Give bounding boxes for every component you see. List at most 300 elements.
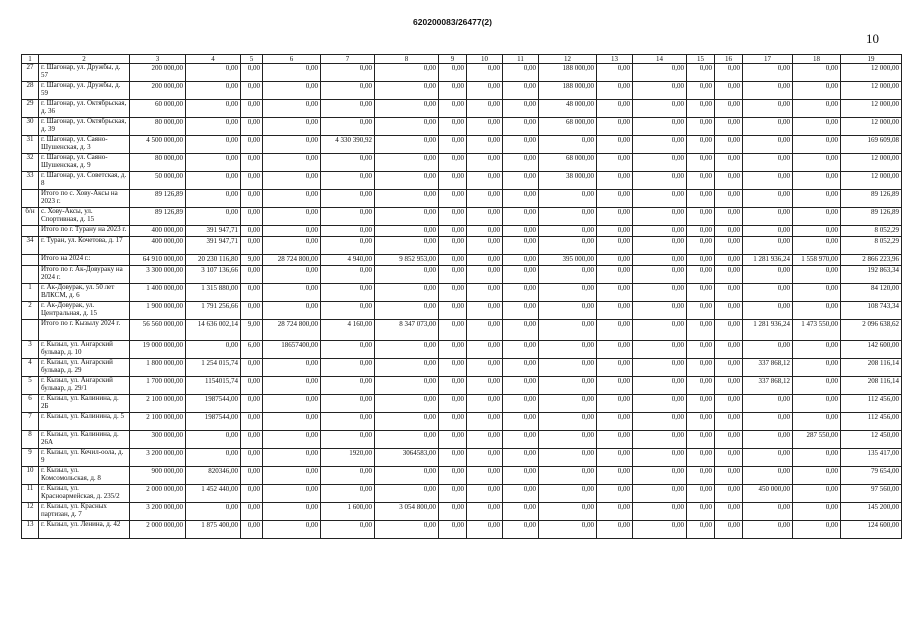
amount-cell: 0,00 [539, 395, 597, 413]
amount-cell: 0,00 [467, 521, 503, 539]
amount-cell: 0,00 [439, 136, 467, 154]
amount-cell: 0,00 [715, 521, 743, 539]
amount-cell: 0,00 [597, 284, 633, 302]
amount-cell: 0,00 [263, 266, 321, 284]
amount-cell: 0,00 [793, 64, 841, 82]
amount-cell: 0,00 [241, 467, 263, 485]
amount-cell: 1154015,74 [186, 377, 241, 395]
amount-cell: 0,00 [715, 341, 743, 359]
amount-cell: 0,00 [633, 82, 687, 100]
amount-cell: 0,00 [743, 413, 793, 431]
amount-cell: 8 347 073,00 [375, 320, 439, 341]
amount-cell: 0,00 [321, 467, 375, 485]
amount-cell: 0,00 [715, 302, 743, 320]
amount-cell: 28 724 800,00 [263, 320, 321, 341]
amount-cell: 0,00 [263, 226, 321, 237]
column-number: 3 [130, 55, 186, 64]
amount-cell: 0,00 [467, 237, 503, 255]
amount-cell: 0,00 [439, 320, 467, 341]
amount-cell: 192 863,34 [841, 266, 902, 284]
amount-cell: 0,00 [687, 521, 715, 539]
amount-cell: 0,00 [186, 341, 241, 359]
amount-cell: 0,00 [687, 237, 715, 255]
row-number-cell: 6 [22, 395, 39, 413]
amount-cell: 0,00 [467, 100, 503, 118]
amount-cell: 0,00 [321, 190, 375, 208]
amount-cell: 0,00 [503, 154, 539, 172]
amount-cell: 0,00 [439, 237, 467, 255]
amount-cell: 1 281 936,24 [743, 255, 793, 266]
amount-cell: 0,00 [241, 431, 263, 449]
amount-cell: 208 116,14 [841, 377, 902, 395]
amount-cell: 0,00 [539, 320, 597, 341]
amount-cell: 0,00 [503, 208, 539, 226]
amount-cell: 0,00 [186, 431, 241, 449]
amount-cell: 0,00 [241, 100, 263, 118]
amount-cell: 200 000,00 [130, 64, 186, 82]
amount-cell: 0,00 [687, 485, 715, 503]
amount-cell: 0,00 [241, 172, 263, 190]
amount-cell: 0,00 [375, 226, 439, 237]
amount-cell: 0,00 [793, 208, 841, 226]
amount-cell: 0,00 [503, 431, 539, 449]
column-number: 8 [375, 55, 439, 64]
amount-cell: 0,00 [439, 413, 467, 431]
table-row [22, 431, 902, 449]
amount-cell: 0,00 [539, 467, 597, 485]
amount-cell: 2 000 000,00 [130, 485, 186, 503]
amount-cell: 0,00 [503, 118, 539, 136]
amount-cell: 0,00 [633, 154, 687, 172]
amount-cell: 0,00 [715, 237, 743, 255]
amount-cell: 0,00 [503, 82, 539, 100]
amount-cell: 0,00 [633, 226, 687, 237]
row-number-cell: 2 [22, 302, 39, 320]
amount-cell: 0,00 [715, 154, 743, 172]
amount-cell: 145 200,00 [841, 503, 902, 521]
amount-cell: 400 000,00 [130, 226, 186, 237]
amount-cell: 0,00 [743, 154, 793, 172]
amount-cell: 0,00 [467, 359, 503, 377]
amount-cell: 0,00 [715, 100, 743, 118]
amount-cell: 0,00 [743, 503, 793, 521]
address-cell: г. Кызыл, ул. Калинина, д. 5 [39, 413, 130, 431]
amount-cell: 0,00 [503, 341, 539, 359]
amount-cell: 1 315 880,00 [186, 284, 241, 302]
amount-cell: 0,00 [539, 302, 597, 320]
amount-cell: 0,00 [467, 302, 503, 320]
amount-cell: 0,00 [241, 449, 263, 467]
amount-cell: 0,00 [321, 226, 375, 237]
amount-cell: 4 330 390,92 [321, 136, 375, 154]
row-number-cell: 29 [22, 100, 39, 118]
amount-cell: 0,00 [439, 431, 467, 449]
amount-cell: 0,00 [743, 118, 793, 136]
amount-cell: 64 910 000,00 [130, 255, 186, 266]
amount-cell: 0,00 [743, 226, 793, 237]
amount-cell: 0,00 [715, 64, 743, 82]
table-row [22, 320, 902, 341]
amount-cell: 48 000,00 [539, 100, 597, 118]
amount-cell: 0,00 [715, 377, 743, 395]
amount-cell: 0,00 [503, 377, 539, 395]
amount-cell: 0,00 [241, 118, 263, 136]
amount-cell: 12 000,00 [841, 118, 902, 136]
amount-cell: 0,00 [375, 154, 439, 172]
amount-cell: 0,00 [467, 172, 503, 190]
amount-cell: 0,00 [715, 255, 743, 266]
table-row [22, 208, 902, 226]
table-row [22, 100, 902, 118]
amount-cell: 0,00 [793, 266, 841, 284]
column-number: 10 [467, 55, 503, 64]
amount-cell: 1 791 256,66 [186, 302, 241, 320]
amount-cell: 0,00 [241, 82, 263, 100]
amount-cell: 0,00 [503, 521, 539, 539]
amount-cell: 9,00 [241, 320, 263, 341]
amount-cell: 3 200 000,00 [130, 449, 186, 467]
address-cell: г. Ак-Довурак, ул. Центральная, д. 15 [39, 302, 130, 320]
amount-cell: 0,00 [597, 521, 633, 539]
table-row [22, 255, 902, 266]
amount-cell: 0,00 [793, 118, 841, 136]
amount-cell: 0,00 [375, 190, 439, 208]
amount-cell: 0,00 [241, 266, 263, 284]
amount-cell: 0,00 [597, 320, 633, 341]
amount-cell: 0,00 [321, 237, 375, 255]
column-number-row [22, 55, 902, 64]
amount-cell: 0,00 [439, 190, 467, 208]
row-number-cell: 34 [22, 237, 39, 255]
amount-cell: 0,00 [375, 208, 439, 226]
amount-cell: 0,00 [321, 64, 375, 82]
amount-cell: 0,00 [793, 485, 841, 503]
amount-cell: 0,00 [263, 359, 321, 377]
column-number: 12 [539, 55, 597, 64]
address-cell: г. Шагонар, ул. Саяно-Шушенская, д. 3 [39, 136, 130, 154]
amount-cell: 8 052,29 [841, 226, 902, 237]
amount-cell: 4 500 000,00 [130, 136, 186, 154]
amount-cell: 0,00 [321, 395, 375, 413]
column-number: 16 [715, 55, 743, 64]
table-row [22, 485, 902, 503]
address-cell: г. Шагонар, ул. Саяно-Шушенская, д. 9 [39, 154, 130, 172]
amount-cell: 12 000,00 [841, 100, 902, 118]
amount-cell: 0,00 [597, 431, 633, 449]
amount-cell: 80 000,00 [130, 154, 186, 172]
amount-cell: 0,00 [793, 237, 841, 255]
amount-cell: 1920,00 [321, 449, 375, 467]
amount-cell: 0,00 [687, 302, 715, 320]
amount-cell: 395 000,00 [539, 255, 597, 266]
table-row [22, 449, 902, 467]
amount-cell: 0,00 [321, 118, 375, 136]
amount-cell: 0,00 [715, 431, 743, 449]
amount-cell: 0,00 [241, 359, 263, 377]
amount-cell: 0,00 [687, 341, 715, 359]
amount-cell: 0,00 [263, 521, 321, 539]
amount-cell: 0,00 [263, 118, 321, 136]
amount-cell: 0,00 [687, 467, 715, 485]
amount-cell: 0,00 [539, 136, 597, 154]
amount-cell: 0,00 [597, 359, 633, 377]
amount-cell: 0,00 [375, 82, 439, 100]
amount-cell: 0,00 [467, 82, 503, 100]
amount-cell: 0,00 [793, 154, 841, 172]
amount-cell: 0,00 [263, 136, 321, 154]
amount-cell: 0,00 [375, 100, 439, 118]
amount-cell: 0,00 [793, 503, 841, 521]
amount-cell: 0,00 [263, 449, 321, 467]
amount-cell: 0,00 [539, 208, 597, 226]
amount-cell: 0,00 [793, 100, 841, 118]
amount-cell: 0,00 [539, 431, 597, 449]
amount-cell: 0,00 [597, 485, 633, 503]
amount-cell: 3 107 136,66 [186, 266, 241, 284]
amount-cell: 0,00 [687, 154, 715, 172]
amount-cell: 0,00 [743, 521, 793, 539]
amount-cell: 0,00 [715, 395, 743, 413]
row-number-cell: 31 [22, 136, 39, 154]
amount-cell: 108 743,34 [841, 302, 902, 320]
amount-cell: 8 052,29 [841, 237, 902, 255]
amount-cell: 0,00 [241, 284, 263, 302]
amount-cell: 0,00 [503, 284, 539, 302]
amount-cell: 0,00 [687, 449, 715, 467]
amount-cell: 0,00 [503, 449, 539, 467]
amount-cell: 0,00 [375, 485, 439, 503]
amount-cell: 0,00 [439, 154, 467, 172]
amount-cell: 0,00 [439, 284, 467, 302]
table-row [22, 118, 902, 136]
amount-cell: 2 096 638,62 [841, 320, 902, 341]
address-cell: г. Кызыл, ул. Калинина, д. 2Б [39, 395, 130, 413]
amount-cell: 0,00 [597, 395, 633, 413]
amount-cell: 19 000 000,00 [130, 341, 186, 359]
amount-cell: 68 000,00 [539, 118, 597, 136]
address-cell: г. Кызыл, ул. Комсомольская, д. 8 [39, 467, 130, 485]
amount-cell: 0,00 [633, 521, 687, 539]
amount-cell: 0,00 [467, 118, 503, 136]
column-number: 2 [39, 55, 130, 64]
amount-cell: 0,00 [597, 136, 633, 154]
amount-cell: 20 230 116,80 [186, 255, 241, 266]
amount-cell: 200 000,00 [130, 82, 186, 100]
amount-cell: 0,00 [241, 64, 263, 82]
amount-cell: 0,00 [467, 255, 503, 266]
amount-cell: 0,00 [375, 118, 439, 136]
amount-cell: 0,00 [633, 503, 687, 521]
table-row [22, 395, 902, 413]
amount-cell: 0,00 [539, 284, 597, 302]
amount-cell: 0,00 [633, 485, 687, 503]
row-number-cell: 12 [22, 503, 39, 521]
amount-cell: 1987544,00 [186, 395, 241, 413]
address-cell: г. Шагонар, ул. Октябрьская, д. 36 [39, 100, 130, 118]
amount-cell: 0,00 [186, 208, 241, 226]
amount-cell: 0,00 [241, 302, 263, 320]
amount-cell: 0,00 [186, 136, 241, 154]
amount-cell: 0,00 [321, 413, 375, 431]
row-number-cell: 11 [22, 485, 39, 503]
address-cell: г. Кызыл, ул. Ангарский бульвар, д. 29 [39, 359, 130, 377]
amount-cell: 0,00 [375, 467, 439, 485]
amount-cell: 0,00 [793, 449, 841, 467]
table-row [22, 284, 902, 302]
amount-cell: 0,00 [715, 320, 743, 341]
table-row [22, 521, 902, 539]
row-number-cell: 9 [22, 449, 39, 467]
column-number: 1 [22, 55, 39, 64]
amount-cell: 9 852 953,00 [375, 255, 439, 266]
amount-cell: 0,00 [539, 485, 597, 503]
amount-cell: 0,00 [263, 154, 321, 172]
amount-cell: 142 600,00 [841, 341, 902, 359]
column-number: 18 [793, 55, 841, 64]
amount-cell: 0,00 [539, 237, 597, 255]
amount-cell: 0,00 [715, 485, 743, 503]
amount-cell: 0,00 [186, 118, 241, 136]
amount-cell: 0,00 [467, 64, 503, 82]
row-number-cell: 32 [22, 154, 39, 172]
amount-cell: 0,00 [793, 190, 841, 208]
amount-cell: 0,00 [743, 190, 793, 208]
amount-cell: 0,00 [633, 467, 687, 485]
amount-cell: 0,00 [321, 341, 375, 359]
amount-cell: 89 126,89 [130, 208, 186, 226]
row-number-cell [22, 226, 39, 237]
amount-cell: 1 452 440,00 [186, 485, 241, 503]
amount-cell: 0,00 [687, 208, 715, 226]
amount-cell: 56 560 000,00 [130, 320, 186, 341]
amount-cell: 0,00 [321, 521, 375, 539]
amount-cell: 9,00 [241, 255, 263, 266]
amount-cell: 0,00 [597, 208, 633, 226]
amount-cell: 0,00 [687, 395, 715, 413]
amount-cell: 0,00 [687, 172, 715, 190]
amount-cell: 0,00 [321, 431, 375, 449]
row-number-cell [22, 266, 39, 284]
amount-cell: 14 636 002,14 [186, 320, 241, 341]
address-cell: Итого по г. Кызылу 2024 г. [39, 320, 130, 341]
amount-cell: 0,00 [597, 226, 633, 237]
table-row [22, 136, 902, 154]
amount-cell: 0,00 [743, 449, 793, 467]
amount-cell: 0,00 [241, 413, 263, 431]
amount-cell: 4 160,00 [321, 320, 375, 341]
table-row [22, 154, 902, 172]
amount-cell: 0,00 [715, 82, 743, 100]
amount-cell: 0,00 [439, 521, 467, 539]
table-row [22, 237, 902, 255]
amount-cell: 0,00 [186, 154, 241, 172]
row-number-cell [22, 320, 39, 341]
amount-cell: 0,00 [439, 485, 467, 503]
amount-cell: 0,00 [375, 284, 439, 302]
amount-cell: 0,00 [743, 136, 793, 154]
amount-cell: 0,00 [715, 226, 743, 237]
amount-cell: 68 000,00 [539, 154, 597, 172]
amount-cell: 0,00 [375, 266, 439, 284]
amount-cell: 0,00 [793, 395, 841, 413]
amount-cell: 0,00 [633, 190, 687, 208]
amount-cell: 0,00 [467, 485, 503, 503]
address-cell: г. Кызыл, ул. Красных партизан, д. 7 [39, 503, 130, 521]
amount-cell: 0,00 [633, 359, 687, 377]
address-cell: г. Ак-Довурак, ул. 50 лет ВЛКСМ, д. 6 [39, 284, 130, 302]
amount-cell: 0,00 [241, 485, 263, 503]
amount-cell: 2 100 000,00 [130, 413, 186, 431]
amount-cell: 0,00 [263, 377, 321, 395]
amount-cell: 0,00 [743, 266, 793, 284]
amount-cell: 124 600,00 [841, 521, 902, 539]
amount-cell: 0,00 [321, 208, 375, 226]
document-id: 620200083/26477(2) [413, 17, 492, 27]
amount-cell: 0,00 [321, 266, 375, 284]
amount-cell: 3 054 800,00 [375, 503, 439, 521]
amount-cell: 0,00 [743, 395, 793, 413]
amount-cell: 169 609,08 [841, 136, 902, 154]
amount-cell: 12 000,00 [841, 172, 902, 190]
address-cell: г. Шагонар, ул. Дружбы, д. 57 [39, 64, 130, 82]
row-number-cell [22, 190, 39, 208]
amount-cell: 0,00 [687, 431, 715, 449]
amount-cell: 0,00 [793, 467, 841, 485]
amount-cell: 0,00 [467, 503, 503, 521]
amount-cell: 0,00 [597, 413, 633, 431]
page-number: 10 [866, 31, 879, 46]
amount-cell: 0,00 [793, 521, 841, 539]
amount-cell: 0,00 [467, 431, 503, 449]
amount-cell: 38 000,00 [539, 172, 597, 190]
amount-cell: 337 868,12 [743, 359, 793, 377]
amount-cell: 50 000,00 [130, 172, 186, 190]
amount-cell: 0,00 [793, 284, 841, 302]
amount-cell: 0,00 [743, 64, 793, 82]
amount-cell: 0,00 [793, 136, 841, 154]
amount-cell: 3 200 000,00 [130, 503, 186, 521]
amount-cell: 0,00 [633, 320, 687, 341]
table-row [22, 172, 902, 190]
amount-cell: 0,00 [439, 100, 467, 118]
column-number: 6 [263, 55, 321, 64]
amount-cell: 1 900 000,00 [130, 302, 186, 320]
amount-cell: 0,00 [743, 431, 793, 449]
amount-cell: 0,00 [503, 320, 539, 341]
row-number-cell: 27 [22, 64, 39, 82]
amount-cell: 3 300 000,00 [130, 266, 186, 284]
amount-cell: 0,00 [597, 190, 633, 208]
amount-cell: 0,00 [503, 266, 539, 284]
amount-cell: 0,00 [241, 377, 263, 395]
address-cell: г. Шагонар, ул. Советская, д. 8 [39, 172, 130, 190]
amount-cell: 0,00 [439, 302, 467, 320]
amount-cell: 0,00 [439, 395, 467, 413]
amount-cell: 0,00 [633, 302, 687, 320]
amount-cell: 0,00 [597, 377, 633, 395]
amount-cell: 0,00 [241, 237, 263, 255]
amount-cell: 0,00 [597, 172, 633, 190]
table-row [22, 302, 902, 320]
amount-cell: 0,00 [687, 100, 715, 118]
row-number-cell: 7 [22, 413, 39, 431]
amount-cell: 0,00 [743, 284, 793, 302]
amount-cell: 0,00 [467, 395, 503, 413]
amount-cell: 1 700 000,00 [130, 377, 186, 395]
amount-cell: 0,00 [793, 377, 841, 395]
amount-cell: 0,00 [439, 503, 467, 521]
amount-cell: 300 000,00 [130, 431, 186, 449]
